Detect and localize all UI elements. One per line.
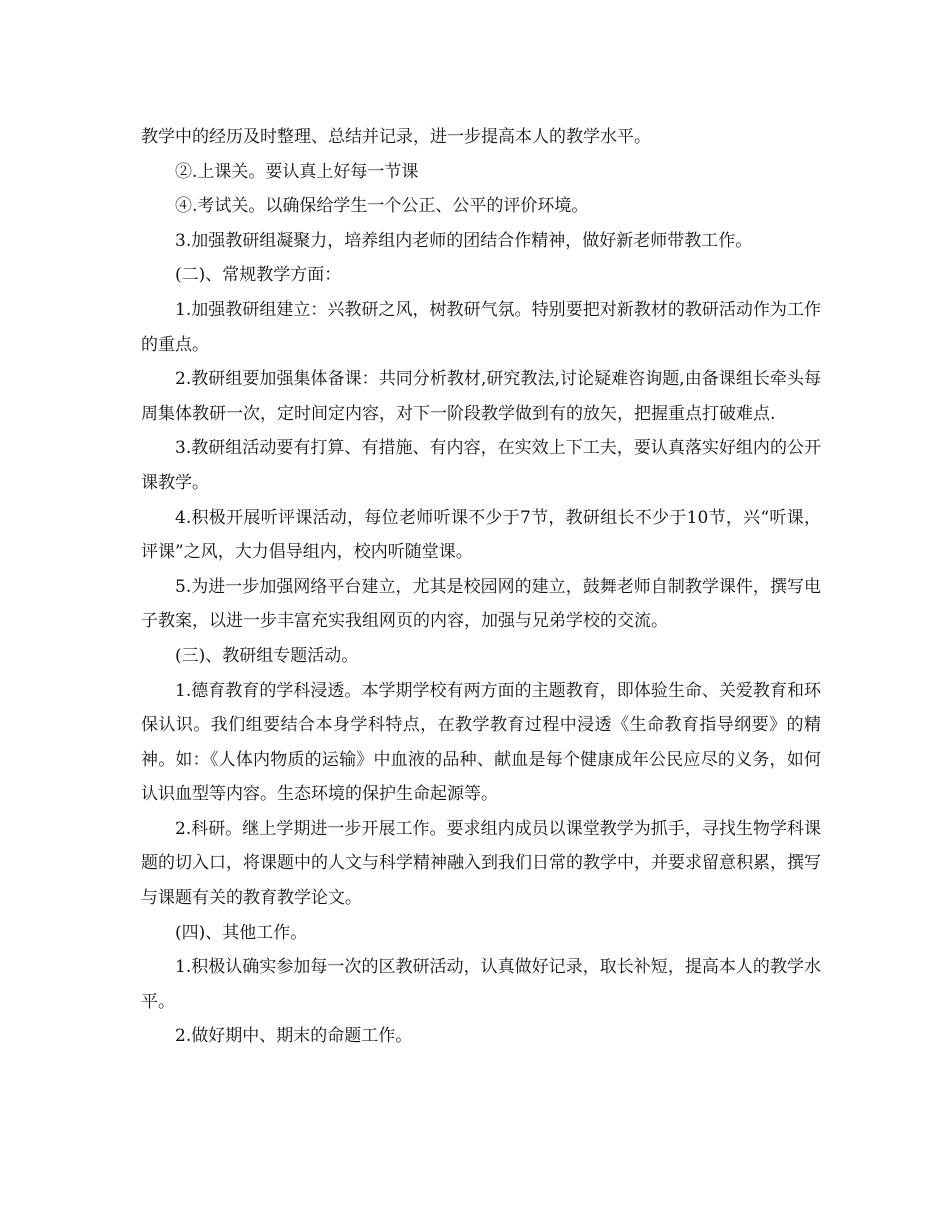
paragraph: 1.加强教研组建立：兴教研之风，树教研气氛。特别要把对新教材的教研活动作为工作的重点。 (141, 299, 821, 355)
paragraph: ④.考试关。以确保给学生一个公正、公平的评价环境。 (175, 196, 589, 217)
paragraph: 2.科研。继上学期进一步开展工作。要求组内成员以课堂教学为抓手，寻找生物学科课题的切入口，将课题中的人文与科学精神融入到我们日常的教学中，并要求留意积累，撰写与课题有关的教育教学论文。 (141, 818, 821, 909)
paragraph: 4.积极开展听评课活动，每位老师听课不少于7节，教研组长不少于10节，兴“听课，评课”之风，大力倡导组内，校内听随堂课。 (141, 507, 821, 563)
section-heading: (三)、教研组专题活动。 (175, 645, 359, 666)
paragraph: 3.加强教研组凝聚力，培养组内老师的团结合作精神，做好新老师带教工作。 (175, 230, 753, 251)
section-heading: (四)、其他工作。 (175, 922, 308, 943)
paragraph: 5.为进一步加强网络平台建立，尤其是校园网的建立，鼓舞老师自制教学课件，撰写电子教案，以进一步丰富充实我组网页的内容，加强与兄弟学校的交流。 (141, 576, 821, 632)
section-heading: (二)、常规教学方面： (175, 265, 342, 286)
paragraph: ②.上课关。要认真上好每一节课 (175, 161, 419, 182)
document-body (141, 120, 821, 1054)
paragraph: 1.积极认确实参加每一次的区教研活动，认真做好记录，取长补短，提高本人的教学水平。 (141, 957, 821, 1012)
paragraph: 2.做好期中、期末的命题工作。 (175, 1026, 413, 1047)
paragraph: 1.德育教育的学科浸透。本学期学校有两方面的主题教育，即体验生命、关爱教育和环保认识。我们组要结合本身学科特点，在教学教育过程中浸透《生命教育指导纲要》的精神。如：《人体内物质的运输》中血液的品种、献血是每个健康成年公民应尽的义务，如何认识血型等内容。生态环境的保护生命起源等。 (141, 680, 821, 805)
paragraph: 3.教研组活动要有打算、有措施、有内容，在实效上下工夫，要认真落实好组内的公开课教学。 (141, 438, 821, 493)
paragraph: 2.教研组要加强集体备课：共同分析教材,研究教法,讨论疑难咨询题,由备课组长牵头每周集体教研一次，定时间定内容，对下一阶段教学做到有的放矢，把握重点打破难点. (141, 369, 821, 424)
paragraph: 教学中的经历及时整理、总结并记录，进一步提高本人的教学水平。 (141, 127, 651, 147)
